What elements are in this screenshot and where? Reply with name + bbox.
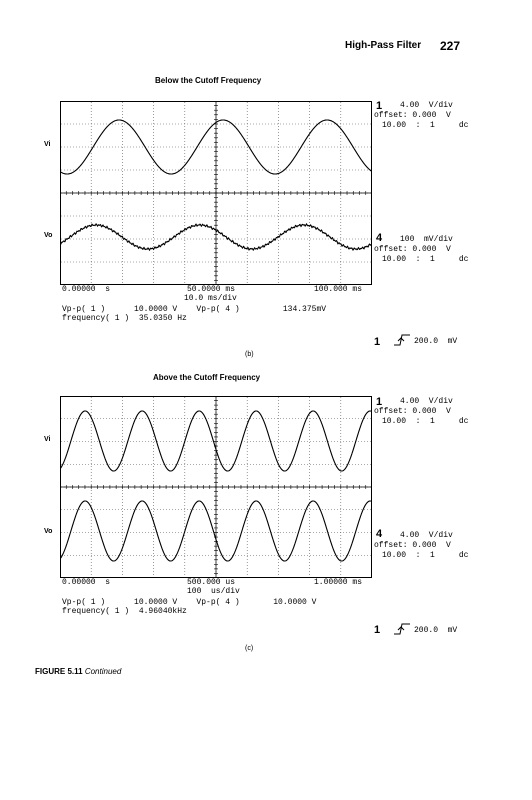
oscilloscope-screen-c [60, 396, 372, 578]
vo-label-b: Vo [44, 232, 53, 239]
trigger-level-b: 200.0 mV [414, 337, 458, 346]
trigger-level-c: 200.0 mV [414, 626, 458, 635]
caption-b: (b) [245, 351, 254, 358]
measurement-vpp-c: Vp-p( 1 ) 10.0000 V Vp-p( 4 ) 10.0000 V [62, 598, 317, 607]
trigger-channel-c: 1 [374, 624, 381, 636]
channel-4-scale-b: 100 mV/div [400, 235, 453, 244]
channel-4-probe-c: 10.00 : 1 dc [382, 551, 469, 560]
rising-edge-trigger-icon [393, 333, 411, 347]
vo-label-c: Vo [44, 528, 53, 535]
channel-4-offset-b: offset: 0.000 V [374, 245, 451, 254]
time-right-c: 1.00000 ms [314, 578, 363, 587]
caption-c: (c) [245, 645, 254, 652]
time-per-div-b: 10.0 ms/div [184, 294, 237, 303]
channel-4-scale-c: 4.00 V/div [400, 531, 453, 540]
channel-4-number-b: 4 [376, 232, 383, 244]
channel-1-number-b: 1 [376, 100, 383, 112]
channel-1-offset-c: offset: 0.000 V [374, 407, 451, 416]
vi-label-b: Vi [44, 141, 51, 148]
channel-4-probe-b: 10.00 : 1 dc [382, 255, 469, 264]
channel-1-probe-c: 10.00 : 1 dc [382, 417, 469, 426]
time-right-b: 100.000 ms [314, 285, 363, 294]
figure-caption [35, 667, 121, 676]
measurement-frequency-c: frequency( 1 ) 4.96040kHz [62, 607, 187, 616]
channel-1-number-c: 1 [376, 396, 383, 408]
figure-label: FIGURE 5.11 [35, 667, 83, 676]
channel-4-offset-c: offset: 0.000 V [374, 541, 451, 550]
vi-label-c: Vi [44, 436, 51, 443]
time-mid-b: 50.0000 ms [187, 285, 236, 294]
time-left-b: 0.00000 s [62, 285, 111, 294]
time-per-div-c: 100 us/div [187, 587, 240, 596]
measurement-vpp-b: Vp-p( 1 ) 10.0000 V Vp-p( 4 ) 134.375mV [62, 305, 327, 314]
measurement-frequency-b: frequency( 1 ) 35.0350 Hz [62, 314, 187, 323]
panel-b-title: Below the Cutoff Frequency [155, 76, 262, 85]
rising-edge-trigger-icon [393, 622, 411, 636]
figure-text: Continued [84, 667, 122, 676]
page-number: 227 [440, 39, 461, 53]
oscilloscope-screen-b [60, 101, 372, 285]
running-header-title: High-Pass Filter [345, 40, 422, 51]
channel-4-number-c: 4 [376, 528, 383, 540]
channel-1-probe-b: 10.00 : 1 dc [382, 121, 469, 130]
panel-c-title: Above the Cutoff Frequency [153, 373, 261, 382]
channel-1-scale-b: 4.00 V/div [400, 101, 453, 110]
time-left-c: 0.00000 s [62, 578, 111, 587]
channel-1-offset-b: offset: 0.000 V [374, 111, 451, 120]
time-mid-c: 500.000 us [187, 578, 236, 587]
trigger-channel-b: 1 [374, 336, 381, 348]
channel-1-scale-c: 4.00 V/div [400, 397, 453, 406]
